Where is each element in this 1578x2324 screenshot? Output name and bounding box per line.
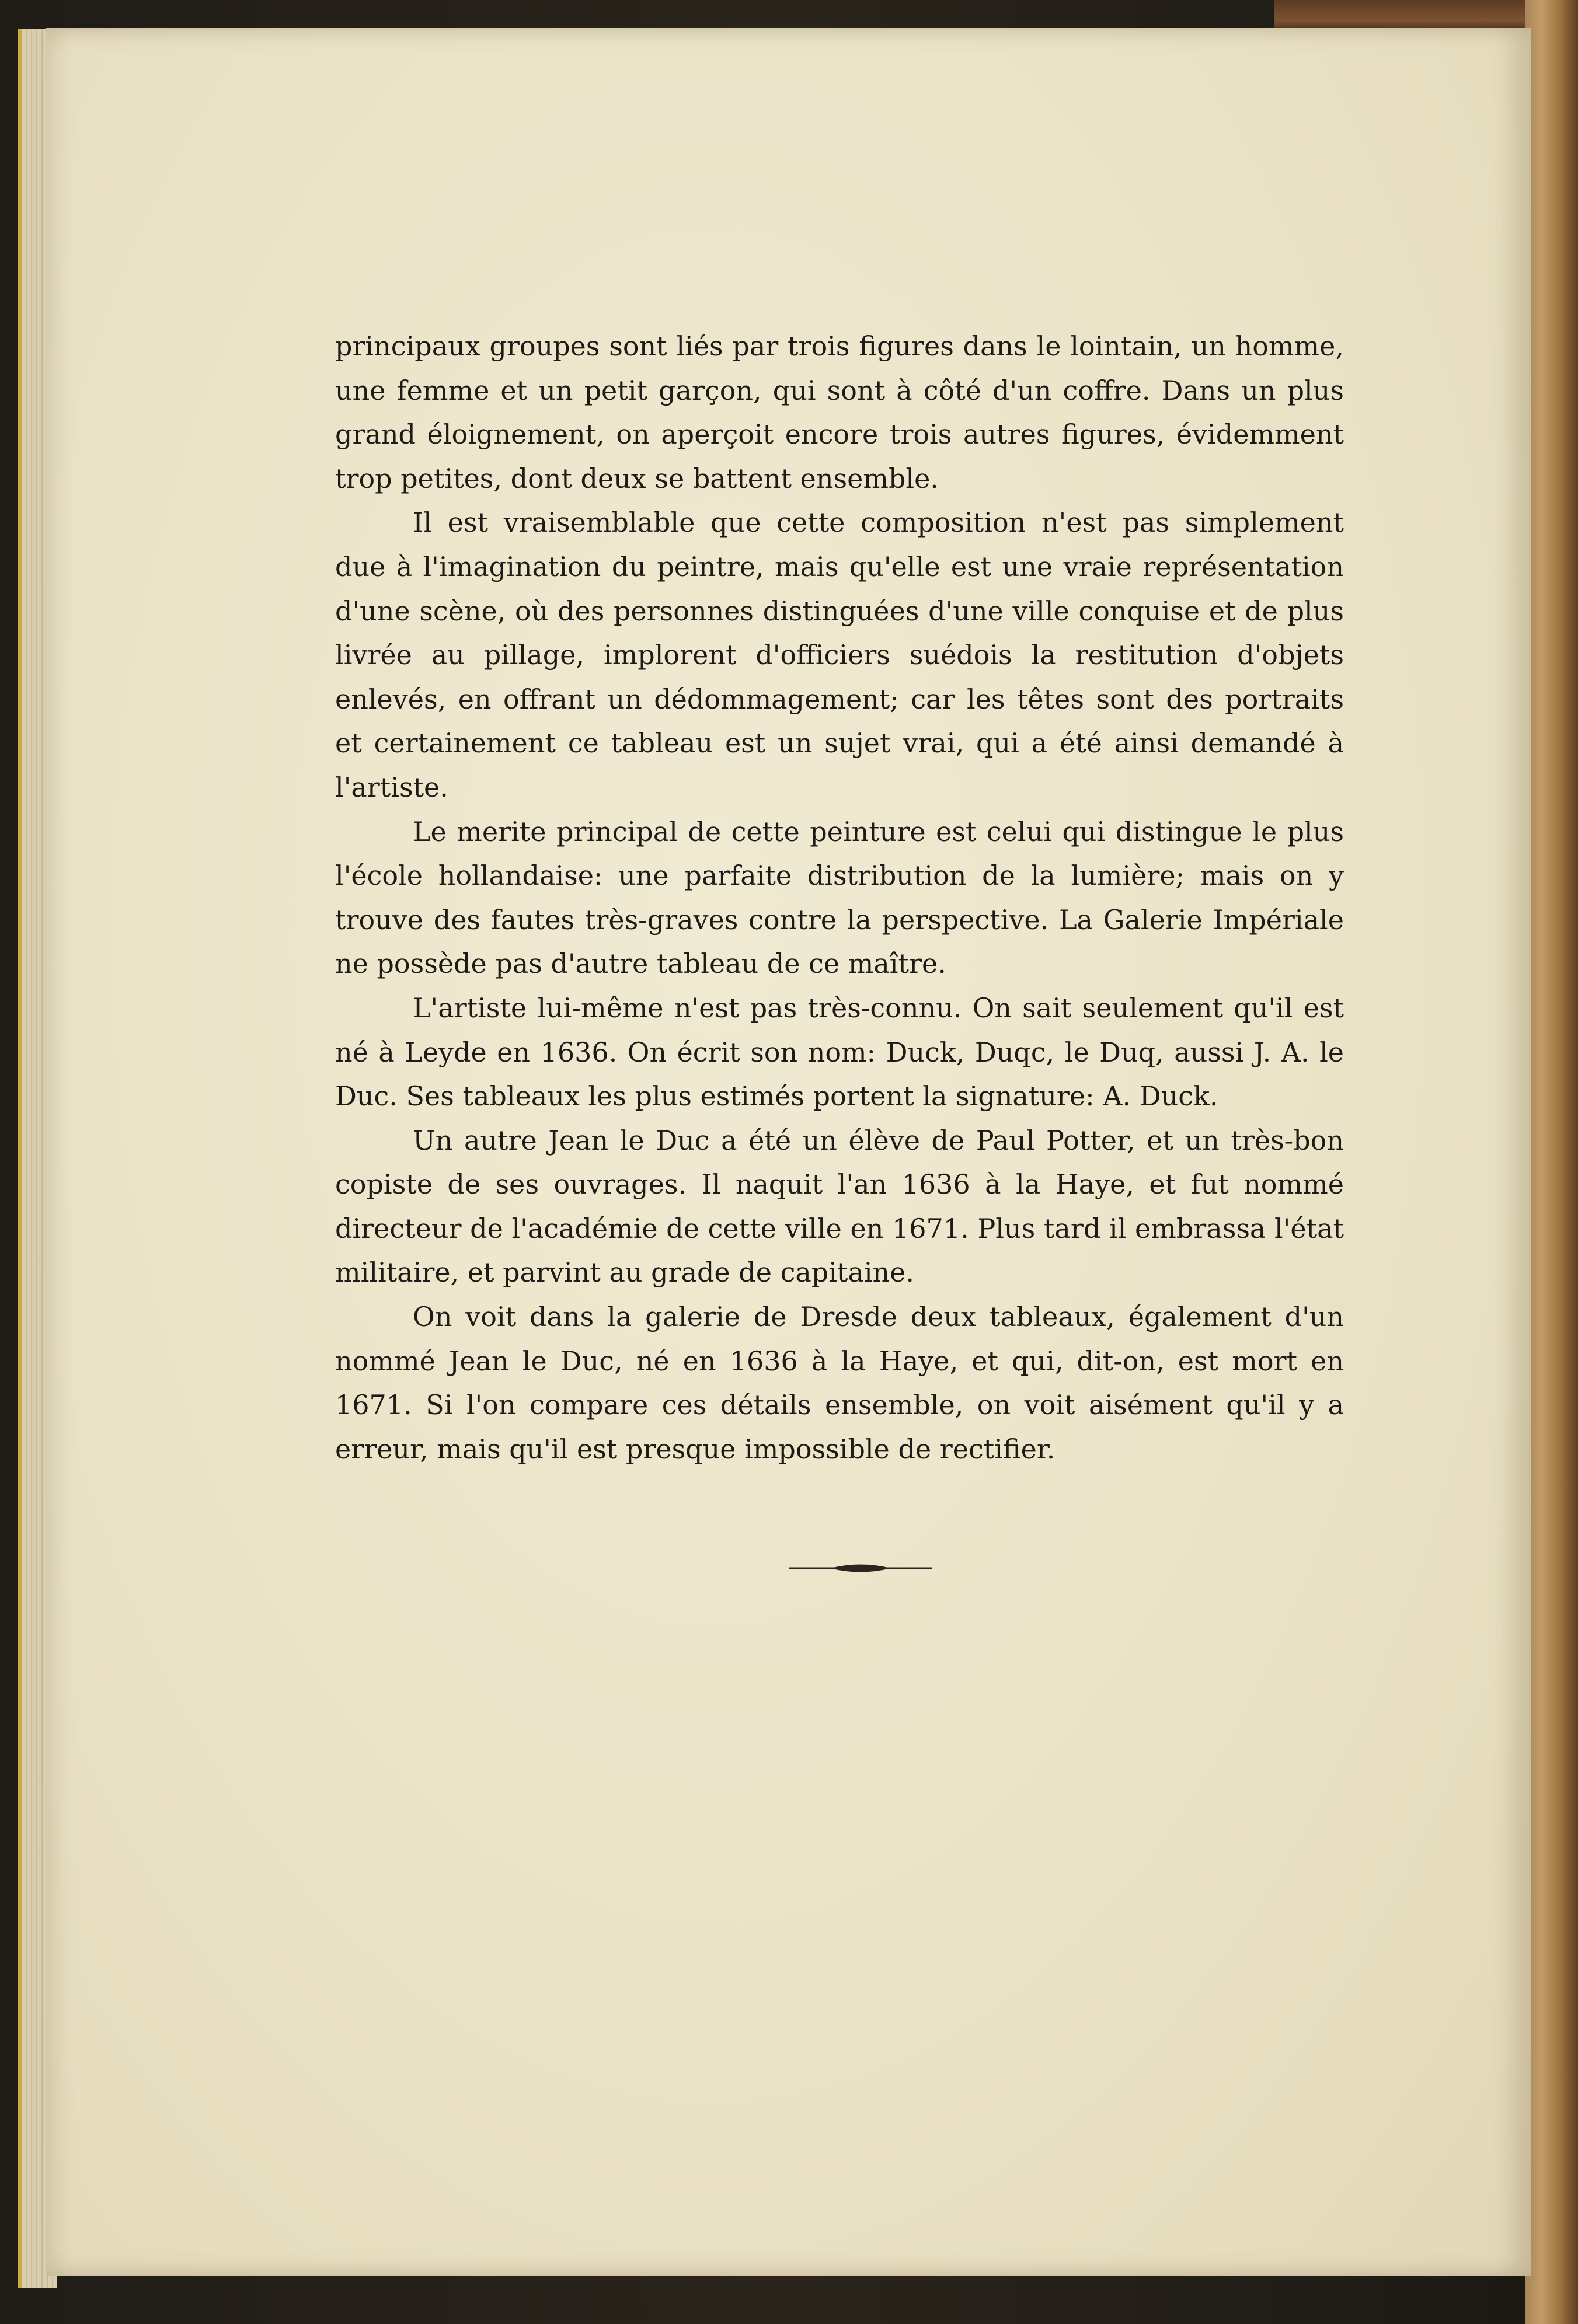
page-text [335, 324, 1344, 1471]
end-ornament-icon [789, 1562, 932, 1575]
paragraph-3: Le merite principal de cette peinture est celui qui distingue le plus l'école hollandaise: une parfaite distribution de la lumière; mais on y trouve des fautes très-graves contre la perspective. La Galerie Impériale ne possède pas d'autre tableau de ce maître. [335, 815, 1344, 980]
book-spine [1525, 0, 1578, 2324]
paragraph-6: On voit dans la galerie de Dresde deux tableaux, également d'un nommé Jean le Duc, né en 1636 à la Haye, et qui, dit-on, est mort en 1671. Si l'on compare ces détails ensemble, on voit aisément qu'il y a erreur, mais qu'il est presque impossible de rectifier. [335, 1301, 1344, 1465]
paragraph-4: L'artiste lui-même n'est pas très-connu. On sait seulement qu'il est né à Leyde en 1636. On écrit son nom: Duck, Duqc, le Duq, aussi J. A. le Duc. Ses tableaux les plus estimés portent la signature: A. Duck. [335, 992, 1344, 1112]
paragraph-2: Il est vraisemblable que cette composition n'est pas simplement due à l'imagination du peintre, mais qu'elle est une vraie représentation d'une scène, où des personnes distinguées d'une ville conquise et de plus livrée au pillage, implorent d'officiers suédois la restitution d'objets enlevés, en offrant un dédommagement; car les têtes sont des portraits et certainement ce tableau est un sujet vrai, qui a été ainsi demandé à l'artiste. [335, 507, 1344, 803]
paragraph-5: Un autre Jean le Duc a été un élève de Paul Potter, et un très-bon copiste de ses ouvrages. Il naquit l'an 1636 à la Haye, et fut nommé directeur de l'académie de cette ville en 1671. Plus tard il embrassa l'état militaire, et parvint au grade de capitaine. [335, 1124, 1344, 1289]
paragraph-1: principaux groupes sont liés par trois figures dans le lointain, un homme, une femme et un petit garçon, qui sont à côté d'un coffre. Dans un plus grand éloignement, on aperçoit encore trois autres figures, évidemment trop petites, dont deux se battent ensemble. [335, 330, 1344, 494]
